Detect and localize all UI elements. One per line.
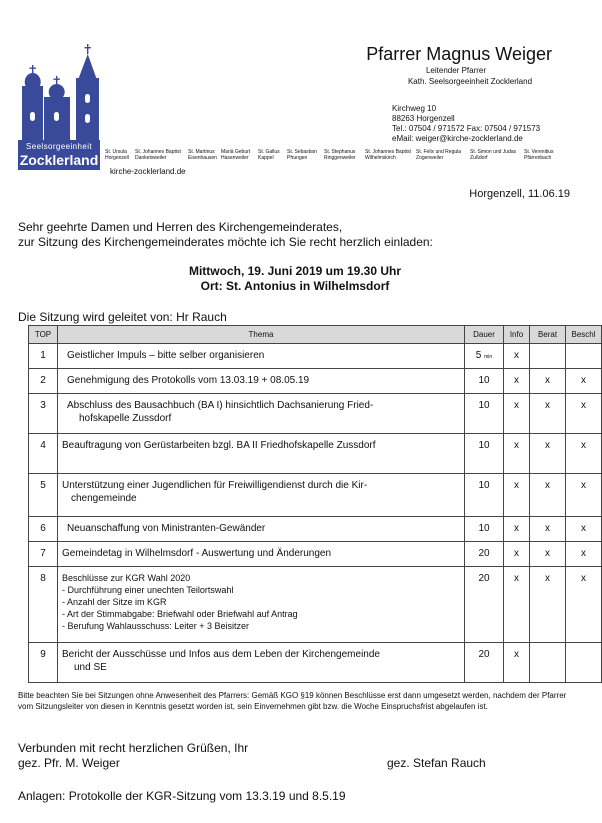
col-header-thema: Thema: [58, 326, 465, 344]
col-header-dauer: Dauer: [465, 326, 504, 344]
signature-right: gez. Stefan Rauch: [387, 756, 486, 770]
attachments: Anlagen: Protokolle der KGR-Sitzung vom 13.3.19 und 8.5.19: [18, 789, 346, 803]
parish-item: Mariä Geburt Hasenweiler: [221, 149, 251, 161]
table-header-row: [29, 326, 602, 344]
table-row: 2 Genehmigung des Protokolls vom 13.03.19 + 08.05.19 10 x x x: [29, 369, 602, 394]
parish-item: St. Johannes Baptist Wilhelmskirch: [365, 149, 411, 161]
col-header-info: Info: [504, 326, 530, 344]
table-row: 7 Gemeindetag in Wilhelmsdorf - Auswertung und Änderungen 20 x x x: [29, 542, 602, 567]
salutation: [18, 220, 433, 250]
col-header-beschl: Beschl: [566, 326, 602, 344]
subitem: - Durchführung einer unechten Teilortswahl: [62, 585, 234, 595]
address-email[interactable]: eMail: weiger@kirche-zocklerland.de: [392, 134, 523, 143]
intro-line1: Sehr geehrte Damen und Herren des Kirchengemeinderates,: [18, 220, 343, 234]
legal-note: Bitte beachten Sie bei Sitzungen ohne Anwesenheit des Pfarrers: Gemäß KGO §19 können Beschlüsse erst dann umgesetzt werden, nachdem der Pfarrer vom Sitzungsleiter von diesen in Kenntnis gesetzt worden ist, sein Einvernehmen gibt bzw. die Woche Einspruchsfrist abgelaufen ist.: [18, 691, 567, 711]
col-header-berat: Berat: [530, 326, 566, 344]
letter-date: Horgenzell, 11.06.19: [469, 188, 570, 200]
table-row: 8 Beschlüsse zur KGR Wahl 2020 - Durchführung einer unechten Teilortswahl - Anzahl der Sitze im KGR - Art der Stimmabgabe: Briefwahl oder Briefwahl auf Antrag - Berufung Wahlausschuss: Leiter + 3 Beisitzer 20 x x x: [29, 567, 602, 643]
table-row: 5 Unterstützung einer Jugendlichen für Freiwilligendienst durch die Kir- chengemeinde 10 x x x: [29, 474, 602, 517]
parish-item: St. Sebastian Pfrungen: [287, 149, 317, 161]
sender-address: [392, 104, 540, 144]
parish-item: St. Stephanus Ringgenweiler: [324, 149, 356, 161]
parish-item: St. Johannes Baptist Danketsweiler: [135, 149, 181, 161]
subitem: - Berufung Wahlausschuss: Leiter + 3 Beisitzer: [62, 621, 250, 631]
meeting-place: Ort: St. Antonius in Wilhelmsdorf: [200, 279, 390, 293]
parish-item: St. Simon und Judas Zußdorf: [470, 149, 517, 161]
parish-item: St. Verenitius Pfärrenbach: [524, 149, 554, 161]
parish-item: St. Gallus Kappel: [258, 149, 280, 161]
logo-wordmark: [18, 140, 100, 170]
subitem: - Anzahl der Sitze im KGR: [62, 597, 167, 607]
address-phone: Tel.: 07504 / 971572 Fax: 07504 / 971573: [392, 124, 541, 133]
logo-line2: Zocklerland: [19, 152, 99, 168]
meeting-details: [18, 264, 572, 294]
address-street: Kirchweg 10: [392, 104, 437, 113]
parish-item: St. Felix und Regula Zogenweiler: [416, 149, 462, 161]
session-leader: Die Sitzung wird geleitet von: Hr Rauch: [18, 310, 227, 324]
logo-line1: Seelsorgeeinheit: [26, 142, 92, 151]
col-header-top: TOP: [29, 326, 58, 344]
table-row: 4 Beauftragung von Gerüstarbeiten bzgl. BA II Friedhofskapelle Zussdorf 10 x x x: [29, 434, 602, 474]
closing: [18, 741, 248, 771]
meeting-time: Mittwoch, 19. Juni 2019 um 19.30 Uhr: [188, 264, 402, 278]
closing-line1: Verbunden mit recht herzlichen Grüßen, Ihr: [18, 741, 249, 755]
pastor-unit: Kath. Seelsorgeeinheit Zocklerland: [407, 77, 533, 86]
pastor-role: Leitender Pfarrer: [425, 66, 487, 75]
parish-item: St. Martinus Eisenhausen: [188, 149, 217, 161]
website-link[interactable]: kirche-zocklerland.de: [110, 167, 186, 176]
subitem: - Art der Stimmabgabe: Briefwahl oder Briefwahl auf Antrag: [62, 609, 298, 619]
table-row: 1 Geistlicher Impuls – bitte selber organisieren 5 min x: [29, 344, 602, 369]
closing-line2: gez. Pfr. M. Weiger: [18, 756, 120, 770]
table-row: 9 Bericht der Ausschüsse und Infos aus dem Leben der Kirchengemeinde und SE 20 x: [29, 643, 602, 683]
intro-line2: zur Sitzung des Kirchengemeinderates möchte ich Sie recht herzlich einladen:: [18, 235, 433, 249]
parish-item: St. Ursula Horgenzell: [105, 149, 129, 161]
pastor-name: Pfarrer Magnus Weiger: [366, 44, 552, 64]
table-row: 6 Neuanschaffung von Ministranten-Gewänder 10 x x x: [29, 517, 602, 542]
agenda-table: [28, 325, 602, 683]
table-row: 3 Abschluss des Bausachbuch (BA I) hinsichtlich Dachsanierung Fried- hofskapelle Zussdorf 10 x x x: [29, 394, 602, 434]
address-city: 88263 Horgenzell: [392, 114, 455, 123]
